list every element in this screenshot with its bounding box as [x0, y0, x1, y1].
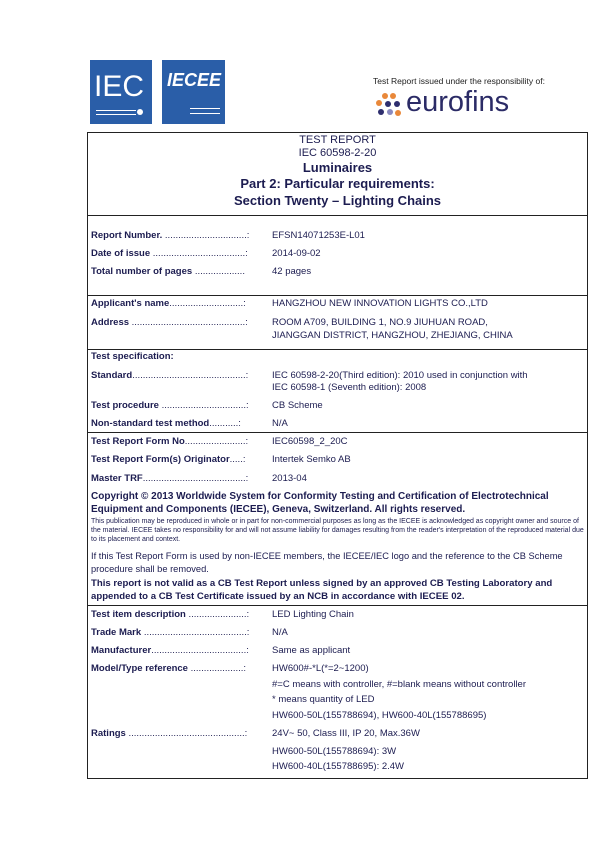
iecee-logo: IECEE [162, 60, 225, 124]
leader-dots: ...............................: [164, 230, 250, 241]
field-label [91, 627, 249, 638]
field-label [91, 609, 249, 620]
leader-dots: .......................................: [142, 473, 249, 484]
field-label [91, 728, 247, 739]
field-value: * means quantity of LED [272, 694, 375, 705]
field-value: EFSN14071253E-L01 [272, 230, 365, 241]
field-label [91, 663, 246, 674]
report-title: TEST REPORT [299, 134, 376, 146]
standard-title: IEC 60598-2-20 [298, 147, 377, 159]
field-label [91, 400, 249, 411]
field-value: IEC60598_2_20C [272, 436, 348, 447]
field-value: 24V~ 50, Class III, IP 20, Max.36W [272, 728, 420, 739]
field-value: CB Scheme [272, 400, 323, 411]
field-label [91, 298, 246, 309]
leader-dots: ...........................................: [132, 370, 249, 381]
field-value: HW600-50L(155788694), HW600-40L(155788695) [272, 710, 487, 721]
leader-dots: ...........................................: [131, 317, 248, 328]
label-text: Test specification: [91, 351, 174, 362]
leader-dots: ....................: [190, 663, 247, 674]
label-text: Non-standard test method [91, 418, 210, 429]
publication-note: This publication may be reproduced in whole or in part for non-commercial purposes as long as the IECEE is acknowledged as copyright owner and source of the material. IECEE takes no responsibility for and will not assume liability for damages resulting from the reader's interpretation of the reproduced material due to its placement and context. [91, 518, 584, 543]
label-text: Date of issue [91, 248, 153, 259]
label-text: Master TRF [91, 473, 143, 484]
label-text: Trade Mark [91, 627, 144, 638]
copyright-notice: Copyright © 2013 Worldwide System for Conformity Testing and Certification of Electrotechnical Equipment and Components (IECEE), Geneva, Switzerland. All rights reserved. [91, 491, 549, 515]
field-value: IEC 60598-1 (Seventh edition): 2008 [272, 382, 427, 393]
label-text: Total number of pages [91, 266, 195, 277]
field-value: JIANGGAN DISTRICT, HANGZHOU, ZHEJIANG, CHINA [272, 330, 513, 341]
field-label [91, 317, 248, 328]
field-value: HW600-50L(155788694): 3W [272, 746, 397, 757]
label-text: Test Report Form No [91, 436, 185, 447]
leader-dots: ......................: [188, 609, 250, 620]
field-label [91, 248, 248, 259]
field-value: HW600-40L(155788695): 2.4W [272, 761, 405, 772]
field-value: N/A [272, 418, 288, 429]
field-label [91, 436, 248, 447]
leader-dots: .......................................: [143, 627, 250, 638]
leader-dots: ................................: [161, 400, 249, 411]
subject-title: Luminaires [302, 160, 373, 175]
leader-dots: .......................: [184, 436, 249, 447]
field-value: HW600#-*L(*=2~1200) [272, 663, 369, 674]
field-label [91, 418, 241, 429]
label-text: Test procedure [91, 400, 162, 411]
leader-dots: ...................................: [152, 248, 248, 259]
field-value: LED Lighting Chain [272, 609, 354, 620]
field-value: ROOM A709, BUILDING 1, NO.9 JIUHUAN ROAD, [272, 317, 488, 328]
field-value: HANGZHOU NEW INNOVATION LIGHTS CO.,LTD [272, 298, 488, 309]
leader-dots: .....: [229, 454, 246, 465]
label-text: Manufacturer [91, 645, 152, 656]
field-label [91, 645, 249, 656]
leader-dots: ...........: [209, 418, 241, 429]
label-text: Applicant's name [91, 298, 170, 309]
leader-dots: ............................: [169, 298, 246, 309]
field-value: #=C means with controller, #=blank means without controller [272, 679, 526, 690]
field-value: N/A [272, 627, 288, 638]
label-text: Test Report Form(s) Originator [91, 454, 230, 465]
non-member-note: If this Test Report Form is used by non-IECEE members, the IECEE/IEC logo and the reference to the CB Scheme procedure shall be removed. [91, 551, 563, 574]
iec-logo: IEC [90, 60, 152, 124]
validity-note: This report is not valid as a CB Test Report unless signed by an approved CB Testing Laboratory and appended to a CB Test Certificate issued by an NCB in accordance with IECEE 02. [91, 578, 553, 602]
section-title: Section Twenty – Lighting Chains [233, 193, 442, 208]
leader-dots: ................... [194, 266, 245, 277]
eurofins-logo: eurofins [406, 86, 510, 118]
label-text: Model/Type reference [91, 663, 191, 674]
field-label [91, 266, 245, 277]
field-value: IEC 60598-2-20(Third edition): 2010 used in conjunction with [272, 370, 528, 381]
part-title: Part 2: Particular requirements: [240, 176, 435, 191]
label-text: Report Number. [91, 230, 165, 241]
field-value: 42 pages [272, 266, 312, 277]
label-text: Address [91, 317, 132, 328]
leader-dots: ....................................: [151, 645, 249, 656]
field-value: 2014-09-02 [272, 248, 321, 259]
label-text: Standard [91, 370, 133, 381]
field-label [91, 230, 249, 241]
field-value: Same as applicant [272, 645, 351, 656]
field-label [91, 473, 248, 484]
responsibility-text: Test Report issued under the responsibility of: [373, 76, 545, 86]
field-value: Intertek Semko AB [272, 454, 351, 465]
field-label [91, 351, 174, 362]
label-text: Test item description [91, 609, 189, 620]
field-label [91, 454, 245, 465]
eurofins-dots-icon [375, 92, 403, 118]
leader-dots: ............................................: [128, 728, 248, 739]
label-text: Ratings [91, 728, 129, 739]
field-value: 2013-04 [272, 473, 307, 484]
field-label [91, 370, 248, 381]
